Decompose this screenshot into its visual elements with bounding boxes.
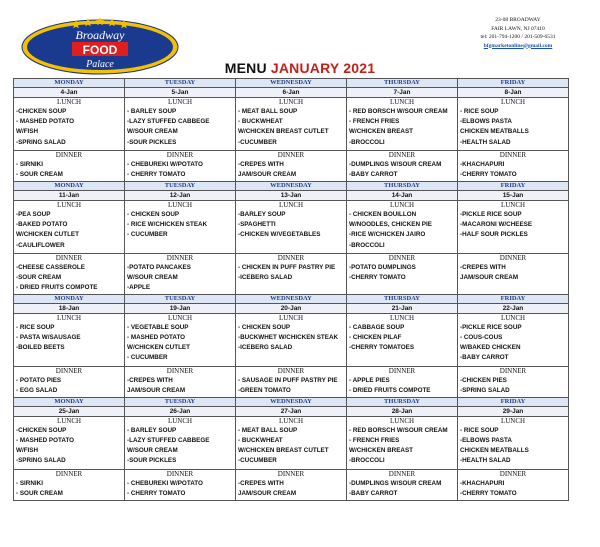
day-date: 15-Jan [458,191,569,201]
lunch-item: - RICE SOUP [460,108,499,115]
dinner-item: - DRIED FRUITS COMPOTE [16,284,98,292]
lunch-cell [458,98,569,151]
title-word: MENU [224,60,267,76]
day-date: 21-Jan [347,303,458,313]
lunch-item: -HEALTH SALAD [460,457,511,465]
lunch-item: -CHERRY TOMATOES [349,344,415,352]
lunch-item: - CHICKEN SOUP [127,211,180,218]
day-date: 14-Jan [347,191,458,201]
dinner-item: - CHEBUREKI W/POTATO [127,161,203,168]
day-date: 20-Jan [236,303,347,313]
lunch-label: LUNCH [278,416,304,425]
dinner-cell [236,469,347,500]
dinner-item: - DRIED FRUITS COMPOTE [349,386,431,394]
lunch-item: W/CHICKEN BREAST [349,128,414,136]
lunch-item: - MASHED POTATO [16,118,75,126]
dinner-label: DINNER [55,254,83,262]
weekday-name: THURSDAY [347,79,458,88]
lunch-item: -ELBOWS PASTA [460,436,512,444]
lunch-cell [236,98,347,151]
lunch-item: - BUCKWHEAT [238,436,283,444]
dinner-item: JAM/SOUR CREAM [238,171,297,179]
dinner-item: -BABY CARROT [349,489,398,497]
dinner-item: JAM/SOUR CREAM [238,489,297,497]
lunch-label: LUNCH [500,416,526,425]
dinner-item: - EGG SALAD [16,386,58,394]
day-date: 19-Jan [125,303,236,313]
lunch-cell [347,313,458,366]
dinner-item: -GREEN TOMATO [238,386,291,394]
lunch-label: LUNCH [278,98,304,106]
lunch-item: -BROCCOLI [349,138,385,146]
lunch-item: -PICKLE RICE SOUP [460,323,522,331]
weekday-name: WEDNESDAY [236,397,347,406]
lunch-row [14,98,569,151]
lunch-item: - RED BORSCH W/SOUR CREAM [349,108,448,115]
lunch-row [14,313,569,366]
dinner-label: DINNER [55,469,83,478]
date-row [14,303,569,313]
address-city: FAIR LAWN, NJ 07410 [491,25,545,32]
lunch-cell [347,201,458,254]
dinner-label: DINNER [388,151,416,159]
logo-text-broadway: Broadway [75,28,125,42]
dinner-item: -ICEBERG SALAD [238,274,293,282]
lunch-label: LUNCH [389,416,415,425]
logo-text-palace: Palace [86,59,114,70]
lunch-item: - BUCKWHEAT [238,118,283,126]
lunch-item: W/SOUR CREAM [127,447,178,455]
lunch-label: LUNCH [56,416,82,425]
dinner-label: DINNER [166,469,194,478]
lunch-item: -HEALTH SALAD [460,138,511,146]
date-row [14,88,569,98]
lunch-label: LUNCH [56,313,82,322]
lunch-item: W/CHICKEN CUTLET [16,231,79,239]
lunch-label: LUNCH [56,201,82,209]
dinner-label: DINNER [55,366,83,375]
dinner-item: JAM/SOUR CREAM [127,386,186,394]
lunch-label: LUNCH [167,313,193,322]
dinner-label: DINNER [499,366,527,375]
lunch-item: - CABBAGE SOUP [349,323,405,331]
store-address [448,16,588,50]
day-date: 25-Jan [14,406,125,416]
lunch-cell [14,201,125,254]
day-date: 18-Jan [14,303,125,313]
dinner-item: -KHACHAPURI [460,479,505,487]
address-street: 23-08 BROADWAY [495,17,541,23]
weekday-name: MONDAY [14,294,125,303]
dinner-item: JAM/SOUR CREAM [460,274,519,282]
dinner-item: W/SOUR CREAM [127,274,178,282]
weekday-name: FRIDAY [458,397,569,406]
lunch-item: - CHICKEN BOUILLON [349,211,417,218]
dinner-label: DINNER [277,469,305,478]
lunch-item: - CUCUMBER [127,354,168,362]
dinner-item: -POTATO DUMPLINGS [349,264,416,271]
lunch-cell [236,416,347,469]
dinner-item: - CHERRY TOMATO [127,489,186,497]
lunch-cell [125,201,236,254]
lunch-cell [347,416,458,469]
dinner-cell [125,151,236,182]
lunch-item: CHICKEN MEATBALLS [460,447,529,455]
lunch-item: -LAZY STUFFED CABBEGE [127,436,210,444]
lunch-cell [458,416,569,469]
dinner-item: -CHERRY TOMATO [460,489,517,497]
dinner-label: DINNER [499,469,527,478]
dinner-cell [14,366,125,397]
lunch-item: - MASHED POTATO [127,333,186,341]
weekday-name: FRIDAY [458,294,569,303]
lunch-item: - VEGETABLE SOUP [127,323,189,331]
lunch-cell [458,313,569,366]
dinner-cell [14,151,125,182]
lunch-label: LUNCH [56,98,82,106]
dinner-cell [236,254,347,295]
lunch-item: -CUCUMBER [238,138,277,146]
dinner-row [14,151,569,182]
lunch-item: -CAULIFLOWER [16,241,65,249]
dinner-item: -CHEESE CASSEROLE [16,264,85,271]
lunch-item: -ELBOWS PASTA [460,118,512,126]
lunch-item: CHICKEN MEATBALLS [460,128,529,136]
date-row [14,406,569,416]
dinner-cell [458,366,569,397]
lunch-item: W/BAKED CHICKEN [460,344,521,352]
dinner-label: DINNER [277,254,305,262]
dinner-item: -CHERRY TOMATO [349,274,406,282]
lunch-item: - CHICKEN SOUP [238,323,291,331]
lunch-label: LUNCH [500,98,526,106]
lunch-item: -CHICKEN SOUP [16,108,67,115]
lunch-item: -MACARONI W/CHEESE [460,221,533,229]
lunch-item: - RICE SOUP [16,323,55,331]
dinner-row [14,254,569,295]
lunch-item: - MASHED POTATO [16,436,75,444]
dinner-label: DINNER [55,151,83,159]
weekday-name: MONDAY [14,182,125,191]
dinner-item: -SOUR CREAM [16,274,62,282]
lunch-label: LUNCH [389,201,415,209]
weekday-name: TUESDAY [125,182,236,191]
page-title [0,60,600,76]
dinner-label: DINNER [499,151,527,159]
day-date: 12-Jan [125,191,236,201]
dinner-item: - POTATO PIES [16,376,62,384]
weekday-name: MONDAY [14,79,125,88]
lunch-item: - MEAT BALL SOUP [238,426,298,434]
dinner-label: DINNER [499,254,527,262]
dinner-item: -SPRING SALAD [460,386,510,394]
phone-numbers: tel: 201-794-1200 / 201-509-6531 [480,34,556,40]
weekday-name: WEDNESDAY [236,294,347,303]
dinner-cell [236,366,347,397]
dinner-label: DINNER [388,469,416,478]
weekday-name: TUESDAY [125,79,236,88]
lunch-item: - BARLEY SOUP [127,108,177,115]
lunch-item: -LAZY STUFFED CABBEGE [127,118,210,126]
weekday-name: MONDAY [14,397,125,406]
dinner-item: -DUMPLINGS W/SOUR CREAM [349,479,442,487]
lunch-item: -ICEBERG SALAD [238,344,293,352]
day-date: 8-Jan [458,88,569,98]
day-date: 29-Jan [458,406,569,416]
dinner-item: -POTATO PANCAKES [127,264,191,271]
dinner-cell [347,469,458,500]
weekday-name: THURSDAY [347,397,458,406]
weekday-name: THURSDAY [347,294,458,303]
weekday-header-row [14,182,569,191]
dinner-cell [14,254,125,295]
dinner-item: -CREPES WITH [460,264,506,271]
day-date: 5-Jan [125,88,236,98]
lunch-label: LUNCH [167,98,193,106]
dinner-item: - SIRNIKI [16,161,43,168]
lunch-item: -BROCCOLI [349,241,385,249]
dinner-item: - SAUSAGE IN PUFF PASTRY PIE [238,376,338,384]
lunch-item: -BAKED POTATO [16,221,68,229]
lunch-item: -BROCCOLI [349,457,385,465]
lunch-item: - BARLEY SOUP [127,426,177,434]
weekday-name: FRIDAY [458,79,569,88]
lunch-item: -BUCKWHET W/CHICKEN STEAK [238,333,339,341]
lunch-label: LUNCH [167,201,193,209]
lunch-cell [14,98,125,151]
lunch-cell [347,98,458,151]
lunch-item: W/CHICKEN BREAST CUTLET [238,128,329,136]
weekday-name: TUESDAY [125,397,236,406]
lunch-item: -SPAGHETTI [238,221,276,229]
dinner-item: -CREPES WITH [127,376,173,384]
dinner-cell [347,151,458,182]
day-date: 27-Jan [236,406,347,416]
lunch-label: LUNCH [389,313,415,322]
lunch-item: - RED BORSCH W/SOUR CREAM [349,426,448,434]
lunch-label: LUNCH [278,313,304,322]
day-date: 11-Jan [14,191,125,201]
dinner-item: - SOUR CREAM [16,171,63,179]
dinner-item: - APPLE PIES [349,376,390,384]
day-date: 6-Jan [236,88,347,98]
lunch-cell [236,201,347,254]
lunch-item: -SPRING SALAD [16,457,66,465]
dinner-label: DINNER [166,254,194,262]
title-month: JANUARY 2021 [270,60,376,76]
lunch-item: - COUS-COUS [460,333,503,341]
lunch-label: LUNCH [500,201,526,209]
weekday-name: WEDNESDAY [236,79,347,88]
lunch-item: W/SOUR CREAM [127,128,178,136]
lunch-item: -PEA SOUP [16,211,51,218]
dinner-cell [347,254,458,295]
lunch-label: LUNCH [500,313,526,322]
day-date: 22-Jan [458,303,569,313]
dinner-item: - SIRNIKI [16,479,43,487]
weekday-header-row [14,397,569,406]
lunch-cell [14,416,125,469]
lunch-item: -SOUR PICKLES [127,457,177,465]
dinner-item: -CREPES WITH [238,161,284,168]
day-date: 26-Jan [125,406,236,416]
dinner-item: -CHICKEN PIES [460,376,507,384]
dinner-cell [458,151,569,182]
weekday-name: WEDNESDAY [236,182,347,191]
dinner-item: -APPLE [127,284,151,292]
lunch-cell [458,201,569,254]
lunch-item: - FRENCH FRIES [349,436,400,444]
dinner-cell [125,469,236,500]
lunch-item: -BOILED BEETS [16,344,65,352]
dinner-cell [236,151,347,182]
dinner-item: - CHEBUREKI W/POTATO [127,479,203,487]
weekday-header-row [14,79,569,88]
lunch-item: -SOUR PICKLES [127,138,177,146]
dinner-cell [125,366,236,397]
lunch-row [14,201,569,254]
dinner-cell [14,469,125,500]
lunch-label: LUNCH [278,201,304,209]
lunch-item: -CHICKEN SOUP [16,426,67,434]
lunch-cell [236,313,347,366]
day-date: 28-Jan [347,406,458,416]
lunch-cell [14,313,125,366]
lunch-item: - RICE SOUP [460,426,499,434]
lunch-item: - FRENCH FRIES [349,118,400,126]
day-date: 4-Jan [14,88,125,98]
lunch-item: - PASTA W/SAUSAGE [16,333,81,341]
day-date: 7-Jan [347,88,458,98]
day-date: 13-Jan [236,191,347,201]
dinner-cell [125,254,236,295]
lunch-item: W/CHICKEN BREAST CUTLET [238,447,329,455]
lunch-item: - CHICKEN PILAF [349,333,402,341]
dinner-item: - CHERRY TOMATO [127,171,186,179]
weekday-name: THURSDAY [347,182,458,191]
lunch-item: - RICE W/CHICKEN STEAK [127,221,208,229]
dinner-item: -CHERRY TOMATO [460,171,517,179]
dinner-cell [458,469,569,500]
dinner-label: DINNER [388,366,416,375]
lunch-item: W/CHICKEN CUTLET [127,344,190,352]
lunch-item: - CUCUMBER [127,231,168,239]
menu-table [13,78,569,501]
lunch-item: W/CHICKEN BREAST [349,447,414,455]
lunch-item: W/FISH [16,447,39,455]
dinner-item: -BABY CARROT [349,171,398,179]
lunch-item: W/FISH [16,128,39,136]
dinner-item: -CREPES WITH [238,479,284,487]
lunch-cell [125,313,236,366]
menu-body [14,79,569,501]
dinner-label: DINNER [277,151,305,159]
lunch-item: -HALF SOUR PICKLES [460,231,528,239]
dinner-cell [458,254,569,295]
dinner-item: -KHACHAPURI [460,161,505,168]
dinner-label: DINNER [388,254,416,262]
lunch-item: -BABY CARROT [460,354,509,362]
lunch-cell [125,416,236,469]
dinner-item: -DUMPLINGS W/SOUR CREAM [349,161,442,168]
dinner-label: DINNER [166,366,194,375]
lunch-item: -SPRING SALAD [16,138,66,146]
lunch-item: - MEAT BALL SOUP [238,108,298,115]
lunch-label: LUNCH [389,98,415,106]
lunch-item: -BARLEY SOUP [238,211,286,218]
weekday-header-row [14,294,569,303]
lunch-item: -CHICKEN W/VEGETABLES [238,231,321,239]
dinner-row [14,366,569,397]
dinner-cell [347,366,458,397]
lunch-item: -CUCUMBER [238,457,277,465]
email-link[interactable]: bfgmarketonline@gmail.com [483,42,553,49]
lunch-item: W/NOODLES, CHICKEN PIE [349,221,432,229]
lunch-cell [125,98,236,151]
lunch-item: -RICE W/CHICKEN JAIRO [349,231,426,239]
dinner-item: - SOUR CREAM [16,489,63,497]
dinner-row [14,469,569,500]
weekday-name: TUESDAY [125,294,236,303]
date-row [14,191,569,201]
lunch-item: -PICKLE RICE SOUP [460,211,522,218]
logo-text-food: FOOD [82,43,118,57]
lunch-row [14,416,569,469]
dinner-item: - CHICKEN IN PUFF PASTRY PIE [238,264,336,271]
lunch-label: LUNCH [167,416,193,425]
weekday-name: FRIDAY [458,182,569,191]
dinner-label: DINNER [277,366,305,375]
dinner-label: DINNER [166,151,194,159]
